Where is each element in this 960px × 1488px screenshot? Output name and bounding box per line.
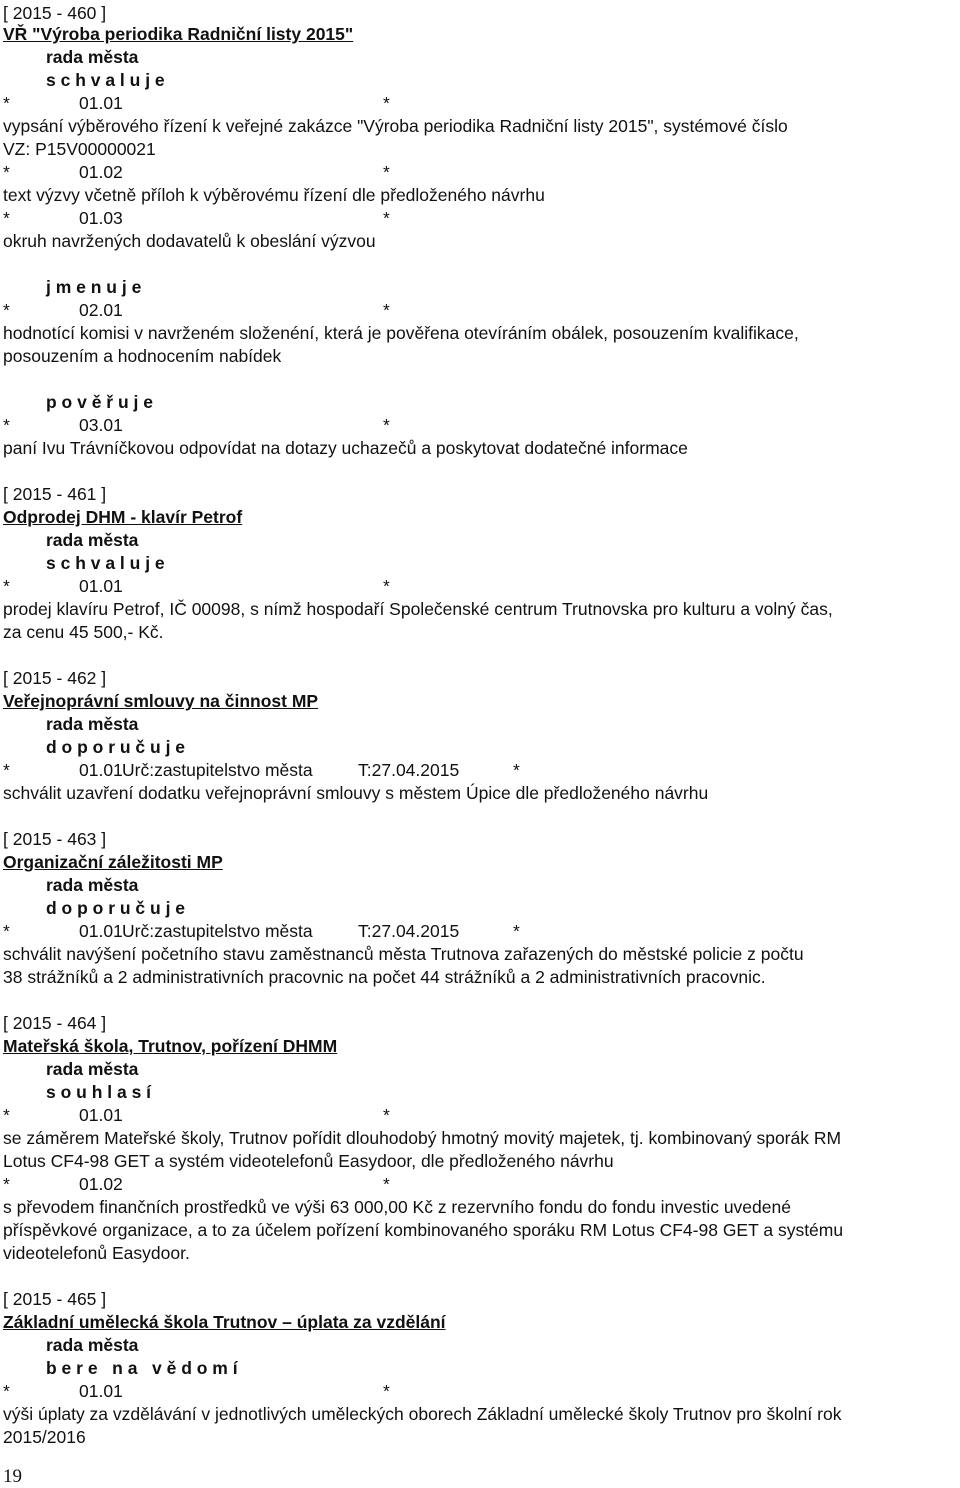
resolution-text: příspěvkové organizace, a to za účelem pořízení kombinovaného sporáku RM Lotus CF4-98 GET a systému (3, 1220, 844, 1240)
item-deadline: T:27.04.2015 (358, 921, 460, 941)
resolution-text: se záměrem Mateřské školy, Trutnov pořídit dlouhodobý hmotný movitý majetek, tj. kombinovaný sporák RM (3, 1128, 842, 1148)
resolution-text: text výzvy včetně příloh k výběrovému řízení dle předloženého návrhu (3, 185, 545, 205)
resolution-text: hodnotící komisi v navrženém složenéní, která je pověřena otevíráním obálek, posouzením kvalifikace, (3, 323, 799, 343)
item-star-end: * (383, 208, 390, 228)
item-star: * (3, 1174, 10, 1194)
resolution-text: 38 strážníků a 2 administrativních pracovnic na počet 44 strážníků a 2 administrativních pracovnic. (3, 967, 766, 987)
item-number-line (3, 1104, 958, 1127)
item-star: * (3, 300, 10, 320)
resolution-text: prodej klavíru Petrof, IČ 00098, s nímž hospodaří Společenské centrum Trutnovska pro kulturu a volný čas, (3, 599, 833, 619)
resolution-ref: [ 2015 - 465 ] (3, 1289, 107, 1309)
item-number-line (3, 414, 958, 437)
item-number: 01.01 (79, 93, 123, 113)
resolution-ref: [ 2015 - 461 ] (3, 484, 107, 504)
item-star: * (3, 415, 10, 435)
item-number: 03.01 (79, 415, 123, 435)
item-deadline: T:27.04.2015 (358, 760, 460, 780)
resolution-text: 2015/2016 (3, 1427, 86, 1447)
resolution-text: za cenu 45 500,- Kč. (3, 622, 164, 642)
council-label: rada města (46, 1335, 139, 1355)
item-star: * (3, 921, 10, 941)
resolution-ref: [ 2015 - 464 ] (3, 1013, 107, 1033)
resolution-title: Odprodej DHM - klavír Petrof (3, 507, 243, 527)
resolution-text: schválit uzavření dodatku veřejnoprávní smlouvy s městem Úpice dle předloženého návrhu (3, 783, 709, 803)
item-number: 02.01 (79, 300, 123, 320)
resolution-text: výši úplaty za vzdělávání v jednotlivých uměleckých oborech Základní umělecké školy Trutnov pro školní rok (3, 1404, 842, 1424)
decision-verb: d o p o r u č u j e (46, 898, 186, 918)
resolution-title: Organizační záležitosti MP (3, 852, 223, 872)
item-number-line (3, 759, 958, 782)
page-number: 19 (3, 1466, 22, 1487)
item-star-end: * (383, 1174, 390, 1194)
decision-verb: s o u h l a s í (46, 1082, 152, 1102)
item-star: * (3, 208, 10, 228)
decision-verb: p o v ě ř u j e (46, 392, 153, 412)
item-number-line (3, 920, 958, 943)
item-responsible: Urč:zastupitelstvo města (122, 921, 313, 941)
item-number: 01.01 (79, 921, 123, 941)
resolution-text: videotelefonů Easydoor. (3, 1243, 190, 1263)
resolution-text: Lotus CF4-98 GET a systém videotelefonů Easydoor, dle předloženého návrhu (3, 1151, 614, 1171)
resolution-text: okruh navržených dodavatelů k obeslání výzvou (3, 231, 376, 251)
item-number: 01.02 (79, 1174, 123, 1194)
council-label: rada města (46, 530, 139, 550)
item-star-end: * (383, 162, 390, 182)
item-star: * (3, 1105, 10, 1125)
decision-verb: s c h v a l u j e (46, 70, 165, 90)
resolution-text: schválit navýšení početního stavu zaměstnanců města Trutnova zařazených do městské policie z počtu (3, 944, 804, 964)
decision-verb: j m e n u j e (46, 277, 142, 297)
resolution-title: Mateřská škola, Trutnov, pořízení DHMM (3, 1036, 338, 1056)
item-number: 01.01 (79, 1105, 123, 1125)
item-star-end: * (383, 576, 390, 596)
item-star-end: * (513, 760, 520, 780)
item-number-line (3, 299, 958, 322)
item-number-line (3, 575, 958, 598)
item-number-line (3, 161, 958, 184)
resolution-text: vypsání výběrového řízení k veřejné zakázce "Výroba periodika Radniční listy 2015", systémové číslo (3, 116, 788, 136)
item-star: * (3, 93, 10, 113)
item-number-line (3, 1173, 958, 1196)
decision-verb: d o p o r u č u j e (46, 737, 186, 757)
resolution-ref: [ 2015 - 462 ] (3, 668, 107, 688)
decision-verb: b e r e n a v ě d o m í (46, 1358, 238, 1378)
resolution-text: paní Ivu Trávníčkovou odpovídat na dotazy uchazečů a poskytovat dodatečné informace (3, 438, 688, 458)
council-label: rada města (46, 714, 139, 734)
resolution-title: Veřejnoprávní smlouvy na činnost MP (3, 691, 319, 711)
item-number: 01.01 (79, 576, 123, 596)
item-number: 01.01 (79, 1381, 123, 1401)
item-number-line (3, 92, 958, 115)
council-label: rada města (46, 875, 139, 895)
resolution-ref: [ 2015 - 460 ] (3, 3, 107, 23)
council-label: rada města (46, 1059, 139, 1079)
item-star: * (3, 576, 10, 596)
resolution-text: VZ: P15V00000021 (3, 139, 156, 159)
item-star-end: * (513, 921, 520, 941)
resolution-text: s převodem finančních prostředků ve výši 63 000,00 Kč z rezervního fondu do fondu investic uvedené (3, 1197, 791, 1217)
item-star: * (3, 760, 10, 780)
item-star-end: * (383, 1105, 390, 1125)
resolution-text: posouzením a hodnocením nabídek (3, 346, 282, 366)
item-star-end: * (383, 93, 390, 113)
item-star-end: * (383, 300, 390, 320)
resolution-title: VŘ "Výroba periodika Radniční listy 2015" (3, 24, 354, 44)
item-star-end: * (383, 415, 390, 435)
item-number-line (3, 207, 958, 230)
item-number-line (3, 1380, 958, 1403)
resolution-ref: [ 2015 - 463 ] (3, 829, 107, 849)
council-label: rada města (46, 47, 139, 67)
item-star: * (3, 1381, 10, 1401)
decision-verb: s c h v a l u j e (46, 553, 165, 573)
resolution-title: Základní umělecká škola Trutnov – úplata za vzdělání (3, 1312, 446, 1332)
item-responsible: Urč:zastupitelstvo města (122, 760, 313, 780)
item-number: 01.02 (79, 162, 123, 182)
item-number: 01.01 (79, 760, 123, 780)
item-star: * (3, 162, 10, 182)
item-number: 01.03 (79, 208, 123, 228)
item-star-end: * (383, 1381, 390, 1401)
